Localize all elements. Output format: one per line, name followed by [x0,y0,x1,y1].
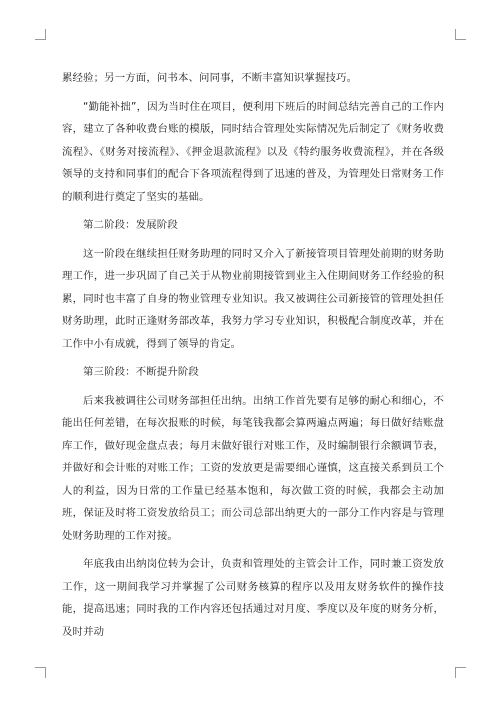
paragraph-continuation: 累经验；另一方面，问书本、问同事，不断丰富知识掌握技巧。 [62,72,358,84]
section-heading-stage-three: 第三阶段：不断提升阶段 [83,366,199,378]
crop-mark-bottom-left [35,667,46,678]
paragraph-cashier: 后来我被调往公司财务部担任出纳。出纳工作首先要有足够的耐心和细心，不能出任何差错，在每次报账的时候，每笔钱我都会算两遍点两遍；每日做好结账盘库工作，做好现金盘点表；每月末做好银行对账工作，及时编制银行余额调节表，并做好和会计账的对账工作；工资的发放更是需要细心谨慎，这直接关系到员工个人的利益，因为日常的工作量已经基本饱和，每次做工资的时候，我都会主动加班，保证及时将工资发放给员工；而公司总部出纳更大的一部分工作内容是与管理处财务助理的工作对接。 [62,394,444,542]
paragraph-stage-two: 这一阶段在继续担任财务助理的同时又介入了新接管项目管理处前期的财务助理工作，进一步巩固了自己关于从物业前期接管到业主入住期间财务工作经验的积累，同时也丰富了自身的物业管理专业知识。我又被调往公司新接管的管理处担任财务助理，此时正逢财务部改革，我努力学习专业知识，积极配合制度改革，并在工作中小有成就，得到了领导的肯定。 [62,247,444,350]
section-heading-stage-two: 第二阶段：发展阶段 [83,219,178,231]
crop-mark-top-left [35,29,46,40]
crop-mark-bottom-right [455,667,466,678]
crop-mark-top-right [455,29,466,40]
paragraph-diligence: “勤能补拙”，因为当时住在项目，便利用下班后的时间总结完善自己的工作内容，建立了各种收费台账的模版，同时结合管理处实际情况先后制定了《财务收费流程》、《财务对接流程》、《押金退款流程》以及《特约服务收费流程》，并在各级领导的支持和同事们的配合下各项流程得到了迅速的普及，为管理处日常财务工作的顺利进行奠定了坚实的基础。 [62,100,444,203]
document-body [62,67,444,649]
paragraph-accountant: 年底我由出纳岗位转为会计，负责和管理处的主管会计工作，同时兼工资发放工作，这一期间我学习并掌握了公司财务核算的程序以及用友财务软件的操作技能，提高迅速；同时我的工作内容还包括通过对月度、季度以及年度的财务分析，及时并动 [62,558,444,638]
